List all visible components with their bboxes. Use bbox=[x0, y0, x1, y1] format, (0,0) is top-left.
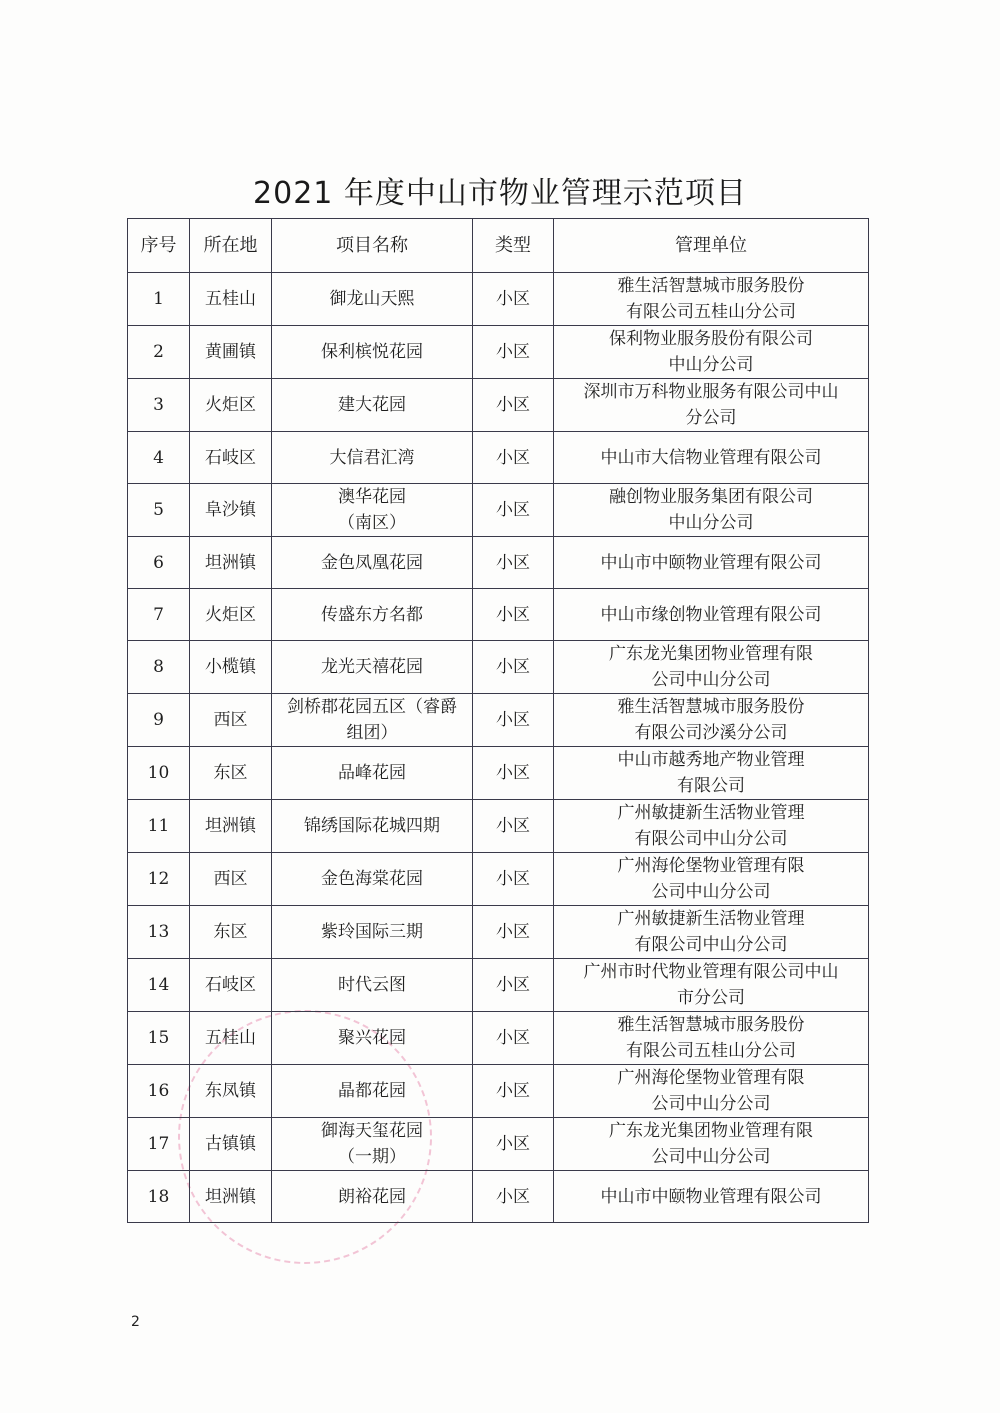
cell-management-unit bbox=[554, 537, 869, 589]
project-name-line: 保利槟悦花园 bbox=[321, 342, 423, 362]
header-management-unit: 管理单位 bbox=[554, 219, 869, 273]
cell-type: 小区 bbox=[473, 326, 554, 379]
management-unit-line: 市分公司 bbox=[677, 988, 745, 1008]
cell-no: 6 bbox=[128, 537, 190, 589]
cell-location: 小榄镇 bbox=[190, 641, 272, 694]
cell-no: 8 bbox=[128, 641, 190, 694]
cell-location: 东凤镇 bbox=[190, 1065, 272, 1118]
cell-type: 小区 bbox=[473, 747, 554, 800]
cell-location: 东区 bbox=[190, 747, 272, 800]
cell-project-name bbox=[272, 694, 473, 747]
cell-management-unit bbox=[554, 326, 869, 379]
project-name-line: 建大花园 bbox=[338, 395, 406, 415]
management-unit-line: 中山市缘创物业管理有限公司 bbox=[600, 604, 822, 625]
cell-no: 13 bbox=[128, 906, 190, 959]
cell-location: 西区 bbox=[190, 694, 272, 747]
cell-type: 小区 bbox=[473, 800, 554, 853]
project-name-line: 御龙山天熙 bbox=[329, 289, 415, 309]
table-row bbox=[128, 273, 869, 326]
cell-no: 12 bbox=[128, 853, 190, 906]
cell-no: 16 bbox=[128, 1065, 190, 1118]
cell-location: 火炬区 bbox=[190, 379, 272, 432]
cell-no: 4 bbox=[128, 432, 190, 484]
project-name-line: 大信君汇湾 bbox=[329, 447, 415, 468]
cell-management-unit bbox=[554, 1065, 869, 1118]
cell-type: 小区 bbox=[473, 906, 554, 959]
cell-management-unit bbox=[554, 273, 869, 326]
table-row bbox=[128, 1171, 869, 1223]
table-row bbox=[128, 747, 869, 800]
management-unit-line: 广州海伦堡物业管理有限 bbox=[617, 856, 805, 876]
cell-project-name bbox=[272, 326, 473, 379]
cell-type: 小区 bbox=[473, 589, 554, 641]
table-row bbox=[128, 1065, 869, 1118]
management-unit-line: 中山市大信物业管理有限公司 bbox=[600, 447, 822, 468]
management-unit-line: 有限公司五桂山分公司 bbox=[626, 302, 796, 322]
cell-management-unit bbox=[554, 747, 869, 800]
cell-management-unit bbox=[554, 1171, 869, 1223]
project-name-line: 传盛东方名都 bbox=[321, 604, 423, 625]
cell-project-name bbox=[272, 1118, 473, 1171]
table-row bbox=[128, 1012, 869, 1065]
cell-project-name bbox=[272, 484, 473, 537]
management-unit-line: 广州敏捷新生活物业管理 bbox=[617, 909, 805, 929]
project-name-line: 澳华花园 bbox=[338, 487, 406, 507]
table-row bbox=[128, 853, 869, 906]
project-name-line: （南区） bbox=[338, 513, 406, 533]
table-row bbox=[128, 589, 869, 641]
cell-management-unit bbox=[554, 853, 869, 906]
cell-no: 3 bbox=[128, 379, 190, 432]
cell-management-unit bbox=[554, 641, 869, 694]
management-unit-line: 雅生活智慧城市服务股份 bbox=[617, 697, 805, 717]
cell-type: 小区 bbox=[473, 1171, 554, 1223]
cell-no: 17 bbox=[128, 1118, 190, 1171]
cell-no: 14 bbox=[128, 959, 190, 1012]
cell-location: 坦洲镇 bbox=[190, 1171, 272, 1223]
header-type: 类型 bbox=[473, 219, 554, 273]
cell-type: 小区 bbox=[473, 694, 554, 747]
table-row bbox=[128, 800, 869, 853]
cell-management-unit bbox=[554, 432, 869, 484]
management-unit-line: 保利物业服务股份有限公司 bbox=[609, 329, 813, 349]
cell-type: 小区 bbox=[473, 432, 554, 484]
management-unit-line: 中山市中颐物业管理有限公司 bbox=[600, 1186, 822, 1207]
cell-location: 石岐区 bbox=[190, 959, 272, 1012]
cell-management-unit bbox=[554, 694, 869, 747]
table-row bbox=[128, 1118, 869, 1171]
management-unit-line: 有限公司 bbox=[677, 776, 745, 796]
cell-management-unit bbox=[554, 589, 869, 641]
project-name-line: 聚兴花园 bbox=[338, 1028, 406, 1048]
table-row bbox=[128, 484, 869, 537]
project-name-line: 晶都花园 bbox=[338, 1081, 406, 1101]
management-unit-line: 融创物业服务集团有限公司 bbox=[609, 487, 813, 507]
cell-project-name bbox=[272, 273, 473, 326]
management-unit-line: 广州海伦堡物业管理有限 bbox=[617, 1068, 805, 1088]
cell-no: 1 bbox=[128, 273, 190, 326]
management-unit-line: 有限公司五桂山分公司 bbox=[626, 1041, 796, 1061]
cell-location: 东区 bbox=[190, 906, 272, 959]
cell-type: 小区 bbox=[473, 379, 554, 432]
management-unit-line: 公司中山分公司 bbox=[651, 670, 771, 690]
cell-project-name bbox=[272, 906, 473, 959]
cell-location: 坦洲镇 bbox=[190, 537, 272, 589]
management-unit-line: 中山市越秀地产物业管理 bbox=[617, 750, 805, 770]
management-unit-line: 深圳市万科物业服务有限公司中山 bbox=[583, 382, 839, 402]
cell-location: 坦洲镇 bbox=[190, 800, 272, 853]
project-name-line: 紫玲国际三期 bbox=[321, 922, 423, 942]
management-unit-line: 广东龙光集团物业管理有限 bbox=[609, 644, 813, 664]
management-unit-line: 有限公司中山分公司 bbox=[634, 935, 788, 955]
cell-management-unit bbox=[554, 906, 869, 959]
management-unit-line: 中山分公司 bbox=[668, 355, 754, 375]
cell-project-name bbox=[272, 432, 473, 484]
management-unit-line: 中山分公司 bbox=[668, 513, 754, 533]
table-row bbox=[128, 537, 869, 589]
cell-project-name bbox=[272, 853, 473, 906]
management-unit-line: 分公司 bbox=[685, 408, 737, 428]
cell-type: 小区 bbox=[473, 1012, 554, 1065]
project-name-line: 锦绣国际花城四期 bbox=[304, 816, 440, 836]
project-name-line: （一期） bbox=[338, 1147, 406, 1167]
cell-management-unit bbox=[554, 959, 869, 1012]
header-no: 序号 bbox=[128, 219, 190, 273]
cell-management-unit bbox=[554, 1118, 869, 1171]
table-row bbox=[128, 641, 869, 694]
page-number: 2 bbox=[131, 1314, 140, 1330]
cell-type: 小区 bbox=[473, 1065, 554, 1118]
project-name-line: 品峰花园 bbox=[338, 763, 406, 783]
cell-no: 9 bbox=[128, 694, 190, 747]
cell-management-unit bbox=[554, 800, 869, 853]
management-unit-line: 雅生活智慧城市服务股份 bbox=[617, 1015, 805, 1035]
cell-type: 小区 bbox=[473, 537, 554, 589]
project-name-line: 时代云图 bbox=[338, 975, 406, 995]
cell-project-name bbox=[272, 1012, 473, 1065]
cell-project-name bbox=[272, 379, 473, 432]
project-name-line: 金色凤凰花园 bbox=[321, 552, 423, 573]
cell-type: 小区 bbox=[473, 853, 554, 906]
project-name-line: 剑桥郡花园五区（睿爵 bbox=[287, 697, 457, 717]
project-name-line: 组团） bbox=[346, 723, 398, 743]
project-name-line: 御海天玺花园 bbox=[321, 1121, 423, 1141]
cell-type: 小区 bbox=[473, 641, 554, 694]
cell-project-name bbox=[272, 537, 473, 589]
cell-type: 小区 bbox=[473, 484, 554, 537]
cell-type: 小区 bbox=[473, 1118, 554, 1171]
table-header-row bbox=[128, 219, 869, 273]
cell-project-name bbox=[272, 589, 473, 641]
management-unit-line: 中山市中颐物业管理有限公司 bbox=[600, 552, 822, 573]
demonstration-projects-table bbox=[127, 218, 869, 1223]
project-name-line: 金色海棠花园 bbox=[321, 869, 423, 889]
cell-location: 火炬区 bbox=[190, 589, 272, 641]
table-row bbox=[128, 326, 869, 379]
project-name-line: 龙光天禧花园 bbox=[321, 657, 423, 677]
table-row bbox=[128, 379, 869, 432]
cell-location: 黄圃镇 bbox=[190, 326, 272, 379]
cell-management-unit bbox=[554, 484, 869, 537]
cell-project-name bbox=[272, 641, 473, 694]
cell-no: 2 bbox=[128, 326, 190, 379]
cell-type: 小区 bbox=[473, 959, 554, 1012]
management-unit-line: 公司中山分公司 bbox=[651, 1147, 771, 1167]
cell-no: 15 bbox=[128, 1012, 190, 1065]
management-unit-line: 有限公司沙溪分公司 bbox=[634, 723, 788, 743]
page-title: 2021 年度中山市物业管理示范项目 bbox=[253, 176, 747, 211]
cell-project-name bbox=[272, 1171, 473, 1223]
cell-location: 五桂山 bbox=[190, 273, 272, 326]
cell-project-name bbox=[272, 800, 473, 853]
cell-no: 11 bbox=[128, 800, 190, 853]
management-unit-line: 公司中山分公司 bbox=[651, 882, 771, 902]
table-body bbox=[128, 273, 869, 1223]
cell-no: 5 bbox=[128, 484, 190, 537]
cell-type: 小区 bbox=[473, 273, 554, 326]
management-unit-line: 公司中山分公司 bbox=[651, 1094, 771, 1114]
management-unit-line: 广州敏捷新生活物业管理 bbox=[617, 803, 805, 823]
table-row bbox=[128, 906, 869, 959]
management-unit-line: 有限公司中山分公司 bbox=[634, 829, 788, 849]
management-unit-line: 广州市时代物业管理有限公司中山 bbox=[583, 962, 839, 982]
table-row bbox=[128, 959, 869, 1012]
cell-location: 五桂山 bbox=[190, 1012, 272, 1065]
header-project-name: 项目名称 bbox=[272, 219, 473, 273]
cell-location: 石岐区 bbox=[190, 432, 272, 484]
cell-location: 阜沙镇 bbox=[190, 484, 272, 537]
header-location: 所在地 bbox=[190, 219, 272, 273]
cell-management-unit bbox=[554, 379, 869, 432]
cell-management-unit bbox=[554, 1012, 869, 1065]
management-unit-line: 广东龙光集团物业管理有限 bbox=[609, 1121, 813, 1141]
cell-project-name bbox=[272, 747, 473, 800]
cell-project-name bbox=[272, 1065, 473, 1118]
table-row bbox=[128, 432, 869, 484]
cell-no: 7 bbox=[128, 589, 190, 641]
project-name-line: 朗裕花园 bbox=[338, 1186, 406, 1207]
table-row bbox=[128, 694, 869, 747]
cell-no: 10 bbox=[128, 747, 190, 800]
cell-project-name bbox=[272, 959, 473, 1012]
cell-location: 古镇镇 bbox=[190, 1118, 272, 1171]
cell-no: 18 bbox=[128, 1171, 190, 1223]
management-unit-line: 雅生活智慧城市服务股份 bbox=[617, 276, 805, 296]
cell-location: 西区 bbox=[190, 853, 272, 906]
